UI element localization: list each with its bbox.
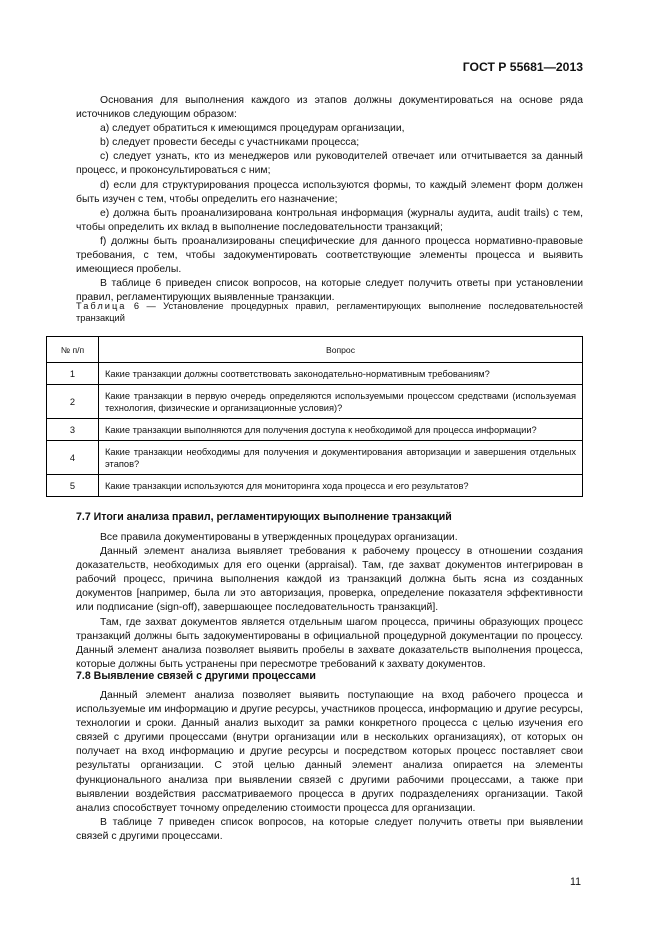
list-item-d: d) если для структурирования процесса используются формы, то каждый элемент форм должен быть изучен с тем, чтобы определить его назначение; — [76, 179, 583, 205]
table-header-row — [47, 337, 583, 363]
row-question: Какие транзакции используются для мониторинга хода процесса и его результатов? — [99, 475, 583, 497]
row-question: Какие транзакции должны соответствовать законодательно-нормативным требованиям? — [99, 363, 583, 385]
table6-reference-paragraph: В таблице 6 приведен список вопросов, на которые следует получить ответы при установлении правил, регламентирующих выявленные транзакции. — [76, 278, 583, 304]
table-6 — [46, 336, 583, 497]
table-row — [47, 441, 583, 475]
row-question: Какие транзакции в первую очередь определяются используемыми процессом средствами (используемая технология, физические и организационные условия)? — [99, 385, 583, 419]
section-7-7-title: 7.7 Итоги анализа правил, регламентирующих выполнение транзакций — [76, 511, 452, 523]
caption-label: Таблица — [76, 301, 127, 311]
list-item-c: c) следует узнать, кто из менеджеров или руководителей отвечает или отчитывается за данный процесс, и проконсультироваться с ним; — [76, 151, 583, 177]
standard-designation: ГОСТ Р 55681—2013 — [462, 60, 583, 74]
section-7-7-paragraph: Все правила документированы в утвержденных процедурах организации. — [100, 532, 458, 543]
row-number: 2 — [47, 385, 99, 419]
table-row — [47, 475, 583, 497]
row-question: Какие транзакции необходимы для получения и документирования авторизации и завершения отдельных этапов? — [99, 441, 583, 475]
row-number: 1 — [47, 363, 99, 385]
table6-caption — [76, 300, 583, 324]
row-number: 3 — [47, 419, 99, 441]
section-7-8-paragraph: Данный элемент анализа позволяет выявить поступающие на вход рабочего процесса и используемые им информацию и другие ресурсы, участников процесса, информацию и другие ресурсы, технологии и сроки. Данный анализ выходит за рамки конкретного процесса с целью изучения его связей с другими процессами (внутри организации или в нескольких организациях), от которых он получает на вход информацию и другие ресурсы и посредством которых процесс поставляет свои результаты организации. С этой целью данный элемент анализа опирается на элементы функционального анализа при выявлении связей с другими рабочими процессами, а также при выявлении воздействия рассматриваемого процесса в других подразделениях организации. Такой анализ способствует точному определению стоимости процесса для организации. — [76, 690, 583, 814]
page-number: 11 — [570, 876, 581, 888]
section-7-7-paragraph: Там, где захват документов является отдельным шагом процесса, причины образующих процесс транзакций должны быть задокументированы в официальной процедурной документации по процессу. Данный элемент анализа позволяет выявить пробелы в захвате доказательств выполнения процесса, которые должны быть устранены при пересмотре требований к захвату документов. — [76, 616, 583, 670]
table-row — [47, 385, 583, 419]
list-item-e: e) должна быть проанализирована контрольная информация (журналы аудита, audit trails) с тем, чтобы определить их вклад в выполнение последовательности транзакций; — [76, 207, 583, 233]
row-number: 4 — [47, 441, 99, 475]
column-header-number: № п/п — [47, 337, 99, 363]
section-7-7-body — [76, 531, 583, 672]
column-header-question: Вопрос — [99, 337, 583, 363]
section-7-8-body — [76, 689, 583, 844]
section-7-8-paragraph: В таблице 7 приведен список вопросов, на которые следует получить ответы при выявлении связей с другими процессами. — [76, 816, 583, 842]
table-row — [47, 419, 583, 441]
section-7-7-paragraph: Данный элемент анализа выявляет требования к рабочему процессу в отношении создания доказательств, необходимых для его оценки (appraisal). Там, где захват документов интегрирован в рабочий процесс, причина выполнения каждой из транзакций должна быть ясна из созданных документов [например, была ли это авторизация, проверка, определение показателя эффективности или подписание (sign-off), завершающее последовательность транзакций]. — [76, 546, 583, 614]
row-number: 5 — [47, 475, 99, 497]
intro-paragraph: Основания для выполнения каждого из этапов должны документироваться на основе ряда источников следующим образом: — [76, 95, 583, 121]
list-item-a: а) следует обратиться к имеющимся процедурам организации, — [100, 123, 405, 135]
row-question: Какие транзакции выполняются для получения доступа к необходимой для процесса информации? — [99, 419, 583, 441]
intro-block — [76, 94, 583, 305]
section-7-8-title: 7.8 Выявление связей с другими процессами — [76, 670, 316, 682]
table-row — [47, 363, 583, 385]
list-item-f: f) должны быть проанализированы специфические для данного процесса нормативно-правовые требования, с тем, чтобы задокументировать соответствующие элементы процесса и выявить имеющиеся пробелы. — [76, 235, 583, 276]
list-item-b: b) следует провести беседы с участниками процесса; — [100, 137, 360, 149]
caption-text: 6 — Установление процедурных правил, регламентирующих выполнение последовательностей транзакций — [76, 301, 583, 323]
